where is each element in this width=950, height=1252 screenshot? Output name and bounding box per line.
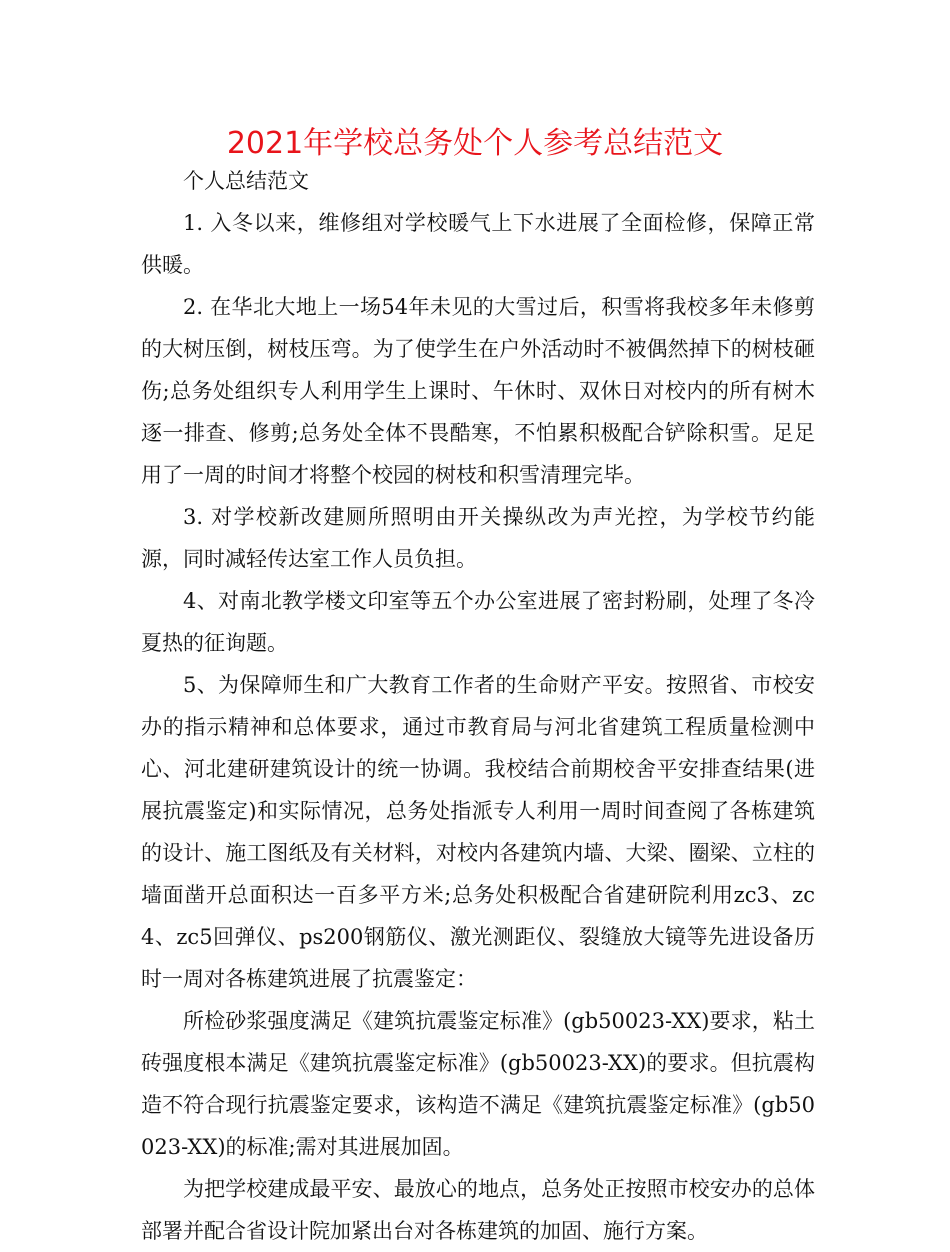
paragraph-item-3: 3. 对学校新改建厕所照明由开关操纵改为声光控，为学校节约能源，同时减轻传达室工作人员负担。 [141,505,815,571]
paragraph-closing: 为把学校建成最平安、最放心的地点，总务处正按照市校安办的总体部署并配合省设计院加紧出台对各栋建筑的加固、施行方案。 [141,1177,815,1243]
paragraph-item-5: 5、为保障师生和广大教育工作者的生命财产平安。按照省、市校安办的指示精神和总体要求，通过市教育局与河北省建筑工程质量检测中心、河北建研建筑设计的统一协调。我校结合前期校舍平安排查结果(进展抗震鉴定)和实际情况，总务处指派专人利用一周时间查阅了各栋建筑的设计、施工图纸及有关材料，对校内各建筑内墙、大梁、圈梁、立柱的墙面凿开总面积达一百多平方米;总务处积极配合省建研院利用zc3、zc4、zc5回弹仪、ps200钢筋仪、激光测距仪、裂缝放大镜等先进设备历时一周对各栋建筑进展了抗震鉴定： [141,673,815,991]
paragraph-heading: 个人总结范文 [183,169,309,193]
document-title: 2021年学校总务处个人参考总结范文 [226,126,724,161]
paragraph-inspection-result: 所检砂浆强度满足《建筑抗震鉴定标准》(gb50023-XX)要求，粘土砖强度根本满足《建筑抗震鉴定标准》(gb50023-XX)的要求。但抗震构造不符合现行抗震鉴定要求，该构造不满足《建筑抗震鉴定标准》(gb50023-XX)的标准;需对其进展加固。 [141,1009,815,1159]
document-body [141,160,815,1252]
paragraph-item-4: 4、对南北教学楼文印室等五个办公室进展了密封粉刷，处理了冬冷夏热的征询题。 [141,589,815,655]
paragraph-item-2: 2. 在华北大地上一场54年未见的大雪过后，积雪将我校多年未修剪的大树压倒，树枝压弯。为了使学生在户外活动时不被偶然掉下的树枝砸伤;总务处组织专人利用学生上课时、午休时、双休日对校内的所有树木逐一排查、修剪;总务处全体不畏酷寒，不怕累积极配合铲除积雪。足足用了一周的时间才将整个校园的树枝和积雪清理完毕。 [141,295,815,487]
paragraph-item-1: 1. 入冬以来，维修组对学校暖气上下水进展了全面检修，保障正常供暖。 [141,211,815,277]
